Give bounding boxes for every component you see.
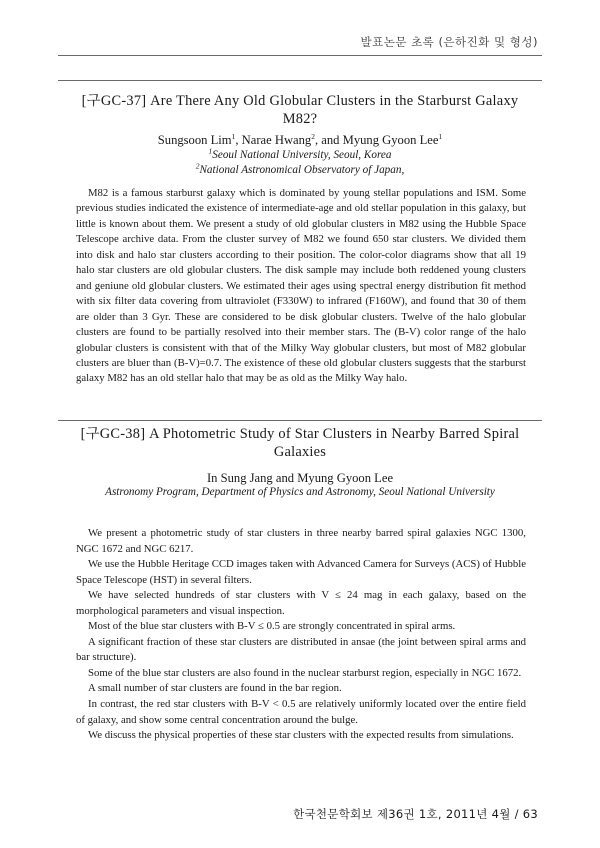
affiliation-mark: 1 (208, 146, 213, 156)
abstract-paragraph: We present a photometric study of star clusters in three nearby barred spiral galaxies NGC 1300, NGC 1672 and NGC 6217. (76, 527, 526, 555)
paper2-title: [구GC-38] A Photometric Study of Star Clusters in Nearby Barred Spiral Galaxies (80, 426, 520, 460)
affiliation-text: Seoul National University, Seoul, Korea (212, 149, 392, 161)
paper1-abstract (76, 186, 526, 387)
running-head: 발표논문 초록 (은하진화 및 형성) (360, 35, 538, 49)
section-divider-top (58, 80, 542, 81)
section-divider (58, 420, 542, 421)
affiliation-text: National Astronomical Observatory of Japan, (199, 164, 405, 176)
paper2-affiliation: Astronomy Program, Department of Physics and Astronomy, Seoul National University (105, 486, 495, 498)
paper1-affiliation-1 (60, 148, 540, 163)
abstract-paragraph: M82 is a famous starburst galaxy which is dominated by young stellar populations and ISM. Some previous studies indicated the existence of intermediate-age and old stellar population in this galaxy, but little is known about them. We present a study of old globular clusters in M82 using the Hubble Space Telescope archive data. From the cluster survey of M82 we found 650 star clusters. We divided them into disk and halo star clusters according to their position. The color-color diagrams show that all 19 halo star clusters are old globular clusters. The disk sample may include both reddened young clusters and geniune old globular clusters. We estimated their ages using spectral energy distribution fit method with six filter data covering from ultraviolet (F330W) to infrared (F160W), and found that 30 of them are older than 3 Gyr. These are considered to be disk globular clusters. Twelve of the halo globular clusters are found to be partially resolved into their member stars. The (B-V) color range of the halo globular clusters is consistent with that of the Milky Way globular clusters, but most of M82 globular clusters are bluer than (B-V)=0.7. The existence of these old globular clusters suggests that the starburst galaxy M82 has an old stellar halo that may be as old as the Milky Way halo. (76, 187, 526, 385)
paper1-authors (74, 132, 526, 148)
paper1-affiliation-2 (60, 163, 540, 178)
abstract-paragraph: We use the Hubble Heritage CCD images taken with Advanced Camera for Surveys (ACS) of Hubble Space Telescope (HST) in several filters. (76, 558, 526, 586)
author-name: Sungsoon Lim (157, 133, 232, 147)
author-mark: 1 (438, 131, 443, 141)
abstract-paragraph: In contrast, the red star clusters with B-V < 0.5 are relatively uniformly located over the entire field of galaxy, and show some central concentration around the bulge. (76, 698, 526, 726)
abstract-paragraph: Most of the blue star clusters with B-V ≤ 0.5 are strongly concentrated in spiral arms. (88, 620, 456, 633)
affiliation-mark: 2 (195, 161, 200, 171)
paper1-title: [구GC-37] Are There Any Old Globular Clusters in the Starburst Galaxy M82? (81, 93, 519, 127)
abstract-paragraph: A significant fraction of these star clusters are distributed in ansae (the joint between spiral arms and bar structure). (76, 635, 526, 664)
author-mark: 1 (231, 131, 236, 141)
page-footer: 한국천문학회보 제36권 1호, 2011년 4월 / 63 (293, 807, 538, 821)
header-rule (58, 55, 542, 56)
abstract-paragraph: Some of the blue star clusters are also found in the nuclear starburst region, especially in NGC 1672. (88, 666, 522, 679)
author-name: Myung Gyoon Lee (342, 133, 439, 147)
abstract-paragraph: We have selected hundreds of star clusters with V ≤ 24 mag in each galaxy, based on the morphological parameters and visual inspection. (76, 589, 526, 617)
author-separator: , (235, 133, 242, 147)
paper2-authors: In Sung Jang and Myung Gyoon Lee (206, 471, 394, 485)
paper2-abstract (76, 526, 526, 744)
abstract-paragraph: We discuss the physical properties of these star clusters with the expected results from simulations. (88, 729, 514, 742)
author-name: Narae Hwang (241, 133, 312, 147)
abstract-paragraph: A small number of star clusters are found in the bar region. (88, 682, 342, 695)
author-separator: , and (314, 133, 343, 147)
author-mark: 2 (311, 131, 315, 141)
